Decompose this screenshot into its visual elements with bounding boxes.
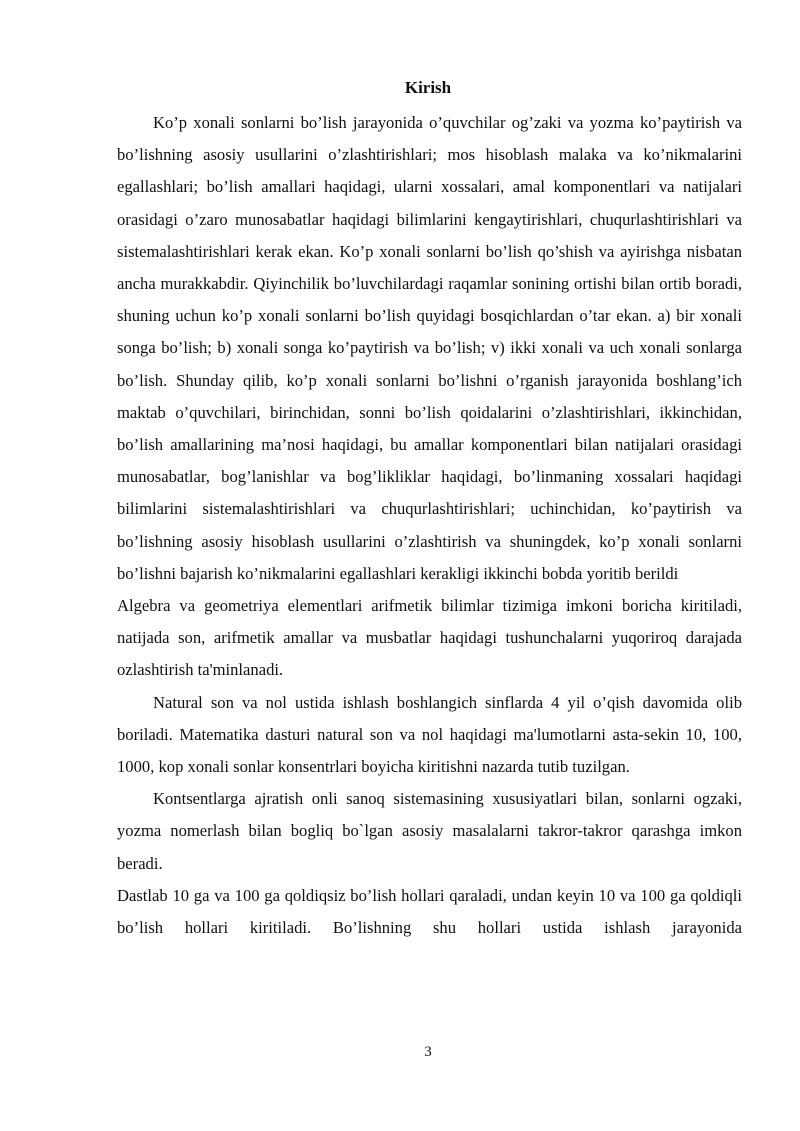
document-body	[117, 107, 742, 944]
paragraph-natural-numbers: Natural son va nol ustida ishlash boshlangich sinflarda 4 yil o’qish davomida olib boriladi. Matematika dasturi natural son va nol haqidagi ma'lumotlarni asta-sekin 10, 100, 1000, kop xonali sonlar konsentrlari boyicha kiritishni nazarda tutib tuzilgan.	[117, 692, 742, 777]
paragraph-division-cases: Dastlab 10 ga va 100 ga qoldiqsiz bo’lish hollari qaraladi, undan keyin 10 va 100 ga qoldiqli bo’lish hollari kiritiladi. Bo’lishning shu hollari ustida ishlash jarayonida	[117, 885, 742, 938]
paragraph-algebra: Algebra va geometriya elementlari arifmetik bilimlar tizimiga imkoni boricha kiritiladi, natijada son, arifmetik amallar va musbatlar haqidagi tushunchalarni yuqoriroq darajada ozlashtirish ta'minlanadi.	[117, 596, 742, 680]
paragraph-concentres: Kontsentlarga ajratish onli sanoq sistemasining xususiyatlari bilan, sonlarni ogzaki, yozma nomerlash bilan bogliq bo`lgan asosiy masalalarni takror-takror qarashga imkon beradi.	[117, 789, 742, 873]
page-number: 3	[424, 1044, 432, 1060]
page-title: Kirish	[404, 78, 452, 97]
paragraph-intro: Ko’p xonali sonlarni bo’lish jarayonida o’quvchilar og’zaki va yozma ko’paytirish va bo’lishning asosiy usullarini o’zlashtirishlari; mos hisoblash malaka va ko’nikmalarini egallashlari; bo’lish amallari haqidagi, ularni xossalari, amal komponentlari va natijalari orasidagi o’zaro munosabatlar haqidagi bilimlarini kengaytirishlari, chuqurlashtirishlari va sistemalashtirishlari kerak ekan. Ko’p xonali sonlarni bo’lish qo’shish va ayirishga nisbatan ancha murakkabdir. Qiyinchilik bo’luvchilardagi raqamlar sonining ortishi bilan ortib boradi, shuning uchun ko’p xonali sonlarni bo’lish quyidagi bosqichlardan o’tar ekan. a) bir xonali songa bo’lish; b) xonali songa ko’paytirish va bo’lish; v) ikki xonali va uch xonali sonlarga bo’lish. Shunday qilib, ko’p xonali sonlarni bo’lishni o’rganish jarayonida boshlang’ich maktab o’quvchilari, birinchidan, sonni bo’lish qoidalarini o’zlashtirishlari, ikkinchidan, bo’lish amallarining ma’nosi haqidagi, bu amallar komponentlari bilan natijalari orasidagi munosabatlar, bog’lanishlar va bog’likliklar haqidagi, bo’linmaning xossalari haqidagi bilimlarini sistemalashtirishlari va chuqurlashtirishlari; uchinchidan, ko’paytirish va bo’lishning asosiy hisoblash usullarini o’zlashtirish va shuningdek, ko’p xonali sonlarni bo’lishni bajarish ko’nikmalarini egallashlari kerakligi ikkinchi bobda yoritib berildi	[117, 113, 742, 583]
